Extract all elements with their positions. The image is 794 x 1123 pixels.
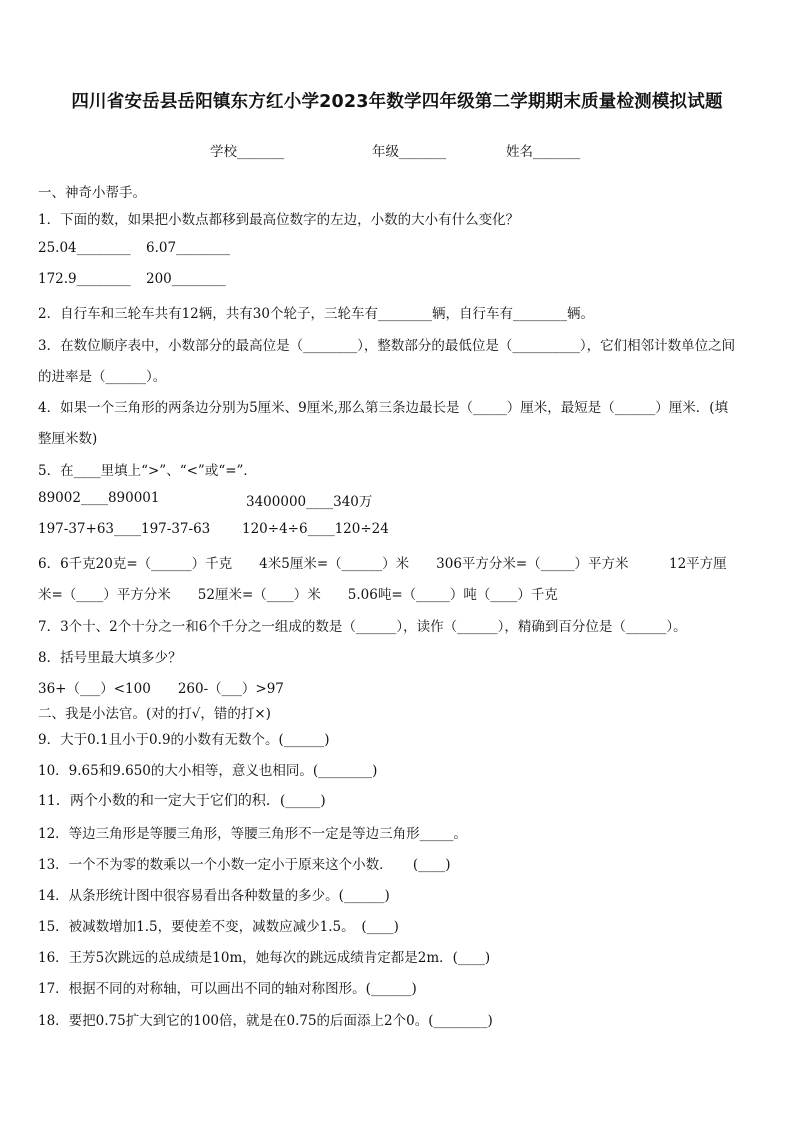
name-field: 姓名_______	[506, 144, 581, 160]
question-16: 16．王芳5次跳远的总成绩是10m，她每次的跳远成绩肯定都是2m．(____)	[38, 950, 491, 966]
question-3-line-1: 3．在数位顺序表中，小数部分的最高位是（________），整数部分的最低位是（__________），它们相邻计数单位之间	[38, 338, 736, 354]
question-17: 17．根据不同的对称轴，可以画出不同的轴对称图形。(______)	[38, 981, 417, 997]
grade-field: 年级_______	[372, 144, 447, 160]
question-5-item-a: 89002____890001	[38, 490, 160, 506]
question-6-line-1: 6．6千克20克=（______）千克 4米5厘米=（______）米 306平方分米=（_____）平方米 12平方厘	[38, 556, 727, 572]
question-8-item: 36+（___）<100 260-（___）>97	[38, 681, 284, 697]
page-title: 四川省安岳县岳阳镇东方红小学2023年数学四年级第二学期期末质量检测模拟试题	[71, 92, 723, 112]
question-5-item-c: 197-37+63____197-37-63	[38, 521, 211, 537]
question-3-line-2: 的进率是（______）。	[38, 369, 167, 385]
section-heading-1: 一、神奇小帮手。	[38, 185, 146, 201]
question-13: 13．一个不为零的数乘以一个小数一定小于原来这个小数． (____)	[38, 857, 451, 873]
question-1-item-c: 172.9________	[38, 271, 131, 287]
question-10: 10．9.65和9.650的大小相等，意义也相同。(________)	[38, 763, 378, 779]
question-5: 5．在____里填上“>”、“<”或“=”．	[38, 463, 257, 479]
question-7: 7．3个十、2个十分之一和6个千分之一组成的数是（______），读作（______），精确到百分位是（______）。	[38, 619, 687, 635]
question-11: 11．两个小数的和一定大于它们的积．(_____)	[38, 793, 326, 809]
question-1-item-a: 25.04________	[38, 240, 131, 256]
question-14: 14．从条形统计图中很容易看出各种数量的多少。(______)	[38, 888, 390, 904]
school-field: 学校_______	[210, 144, 285, 160]
question-15: 15．被减数增加1.5，要使差不变，减数应减少1.5。 (____)	[38, 919, 399, 935]
question-6-line-2: 米=（____）平方分米 52厘米=（____）米 5.06吨=（_____）吨（____）千克	[38, 587, 558, 603]
section-heading-2: 二、我是小法官。(对的打√，错的打×)	[38, 706, 271, 722]
question-4-line-1: 4．如果一个三角形的两条边分别为5厘米、9厘米,那么第三条边最长是（_____）厘米，最短是（______）厘米．(填	[38, 400, 729, 416]
question-4-line-2: 整厘米数)	[38, 431, 98, 447]
question-5-item-b: 3400000____340万	[246, 494, 373, 510]
question-5-item-d: 120÷4÷6____120÷24	[242, 521, 389, 537]
question-2: 2．自行车和三轮车共有12辆，共有30个轮子，三轮车有________辆，自行车有________辆。	[38, 306, 594, 322]
question-1: 1．下面的数，如果把小数点都移到最高位数字的左边，小数的大小有什么变化？	[38, 212, 520, 228]
question-9: 9．大于0.1且小于0.9的小数有无数个。(______)	[38, 732, 330, 748]
question-18: 18．要把0.75扩大到它的100倍，就是在0.75的后面添上2个0。(________)	[38, 1013, 493, 1029]
question-1-item-d: 200________	[146, 271, 226, 287]
question-12: 12．等边三角形是等腰三角形，等腰三角形不一定是等边三角形_____。	[38, 826, 467, 842]
question-1-item-b: 6.07________	[146, 240, 231, 256]
question-8: 8．括号里最大填多少？	[38, 650, 182, 666]
